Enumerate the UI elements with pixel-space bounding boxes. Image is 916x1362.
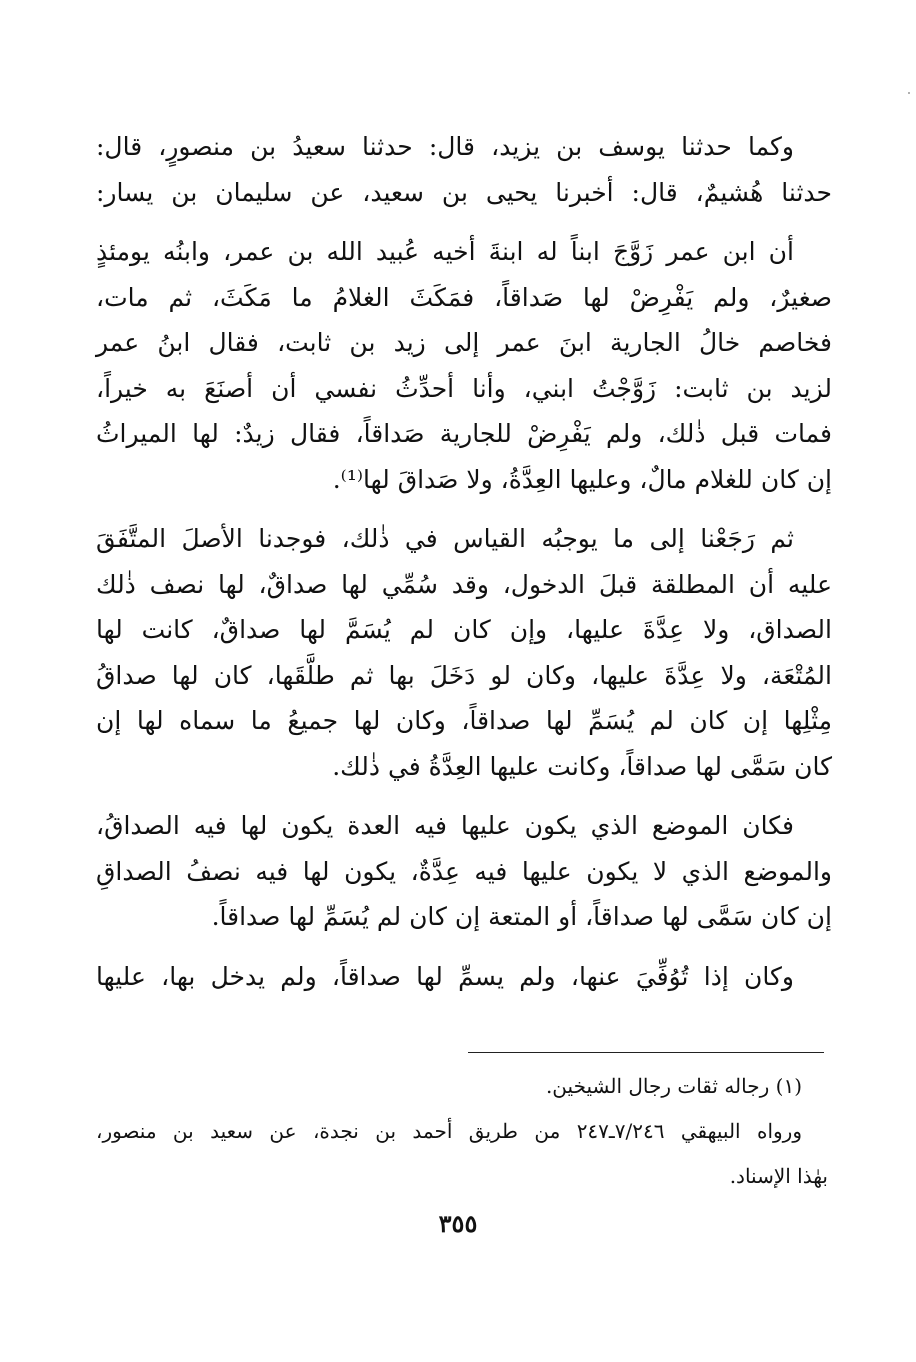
text-line: المُتْعَة، ولا عِدَّةَ عليها، وكان لو دَخَلَ بها ثم طلَّقَها، كان لها صداقُ	[96, 660, 832, 690]
text-line: فخاصم خالُ الجارية ابنَ عمر إلى زيد بن ثابت، فقال ابنُ عمر	[96, 328, 832, 357]
footnote-2-line: ورواه البيهقي ٧/٢٤٦ـ٢٤٧ من طريق أحمد بن نجدة، عن سعيد بن منصور،	[96, 1119, 802, 1143]
paragraph-narration	[96, 229, 832, 502]
text-line: إن كان سَمَّى لها صداقاً، أو المتعة إن كان لم يُسَمِّ لها صداقاً.	[211, 902, 832, 931]
text-line: لزيد بن ثابت: زَوَّجْتُ ابني، وأنا أحدِّثُ نفسي أن أصنَعَ به خيراً،	[96, 373, 832, 403]
paragraph-isnad	[96, 124, 832, 215]
footnote-separator	[468, 1052, 824, 1053]
text-line: صغيرٌ، ولم يَفْرِضْ لها صَداقاً، فمَكَثَ الغلامُ ما مَكَثَ، ثم مات،	[96, 282, 832, 312]
text-line: وكان إذا تُوُفِّيَ عنها، ولم يسمِّ لها صداقاً، ولم يدخل بها، عليها	[96, 961, 794, 991]
text-line: كان سَمَّى لها صداقاً، وكانت عليها العِدَّةُ في ذٰلك.	[332, 751, 832, 781]
text-line: عليه أن المطلقة قبلَ الدخول، وقد سُمِّي لها صداقٌ، لها نصف ذٰلك	[96, 569, 832, 599]
text-line: والموضع الذي لا يكون عليها فيه عِدَّةٌ، يكون لها فيه نصفُ الصداقِ	[96, 856, 832, 886]
text-line: وكما حدثنا يوسف بن يزيد، قال: حدثنا سعيدُ بن منصورٍ، قال:	[96, 132, 794, 161]
footnote-2-line: بهٰذا الإسناد.	[729, 1164, 828, 1188]
text-line: الصداق، ولا عِدَّةَ عليها، وإن كان لم يُسَمَّ لها صداقٌ، كانت لها	[96, 615, 832, 644]
text-line: فكان الموضع الذي يكون عليها فيه العدة يكون لها فيه الصداقُ،	[96, 811, 794, 840]
margin-speck	[908, 92, 910, 94]
text-line: حدثنا هُشيمٌ، قال: أخبرنا يحيى بن سعيد، عن سليمان بن يسار:	[96, 177, 832, 207]
text-line: مِثْلِها إن كان لم يُسَمِّ لها صداقاً، وكان لها جميعُ ما سماه لها إن	[96, 706, 832, 735]
text-line: ثم رَجَعْنا إلى ما يوجبُه القياس في ذٰلك، فوجدنا الأصلَ المتَّفَقَ	[96, 524, 794, 553]
text-line: أن ابن عمر زَوَّجَ ابناً له ابنةَ أخيه عُبيد الله بن عمر، وابنُه يومئذٍ	[96, 237, 794, 266]
paragraph-continued	[96, 954, 832, 1000]
paragraph-conclusion	[96, 803, 832, 940]
footnote-1: (١) رجاله ثقات رجال الشيخين.	[545, 1074, 802, 1098]
footnotes	[96, 1064, 828, 1199]
main-text	[96, 124, 832, 1013]
text-line: فمات قبل ذٰلك، ولم يَفْرِضْ للجارية صَداقاً، فقال زيدٌ: لها الميراثُ	[96, 419, 832, 448]
text-line: إن كان للغلام مالٌ، وعليها العِدَّةُ، ولا صَداقَ لها⁽¹⁾.	[332, 464, 832, 494]
page-number: ٣٥٥	[438, 1209, 478, 1238]
paragraph-qiyas	[96, 516, 832, 789]
